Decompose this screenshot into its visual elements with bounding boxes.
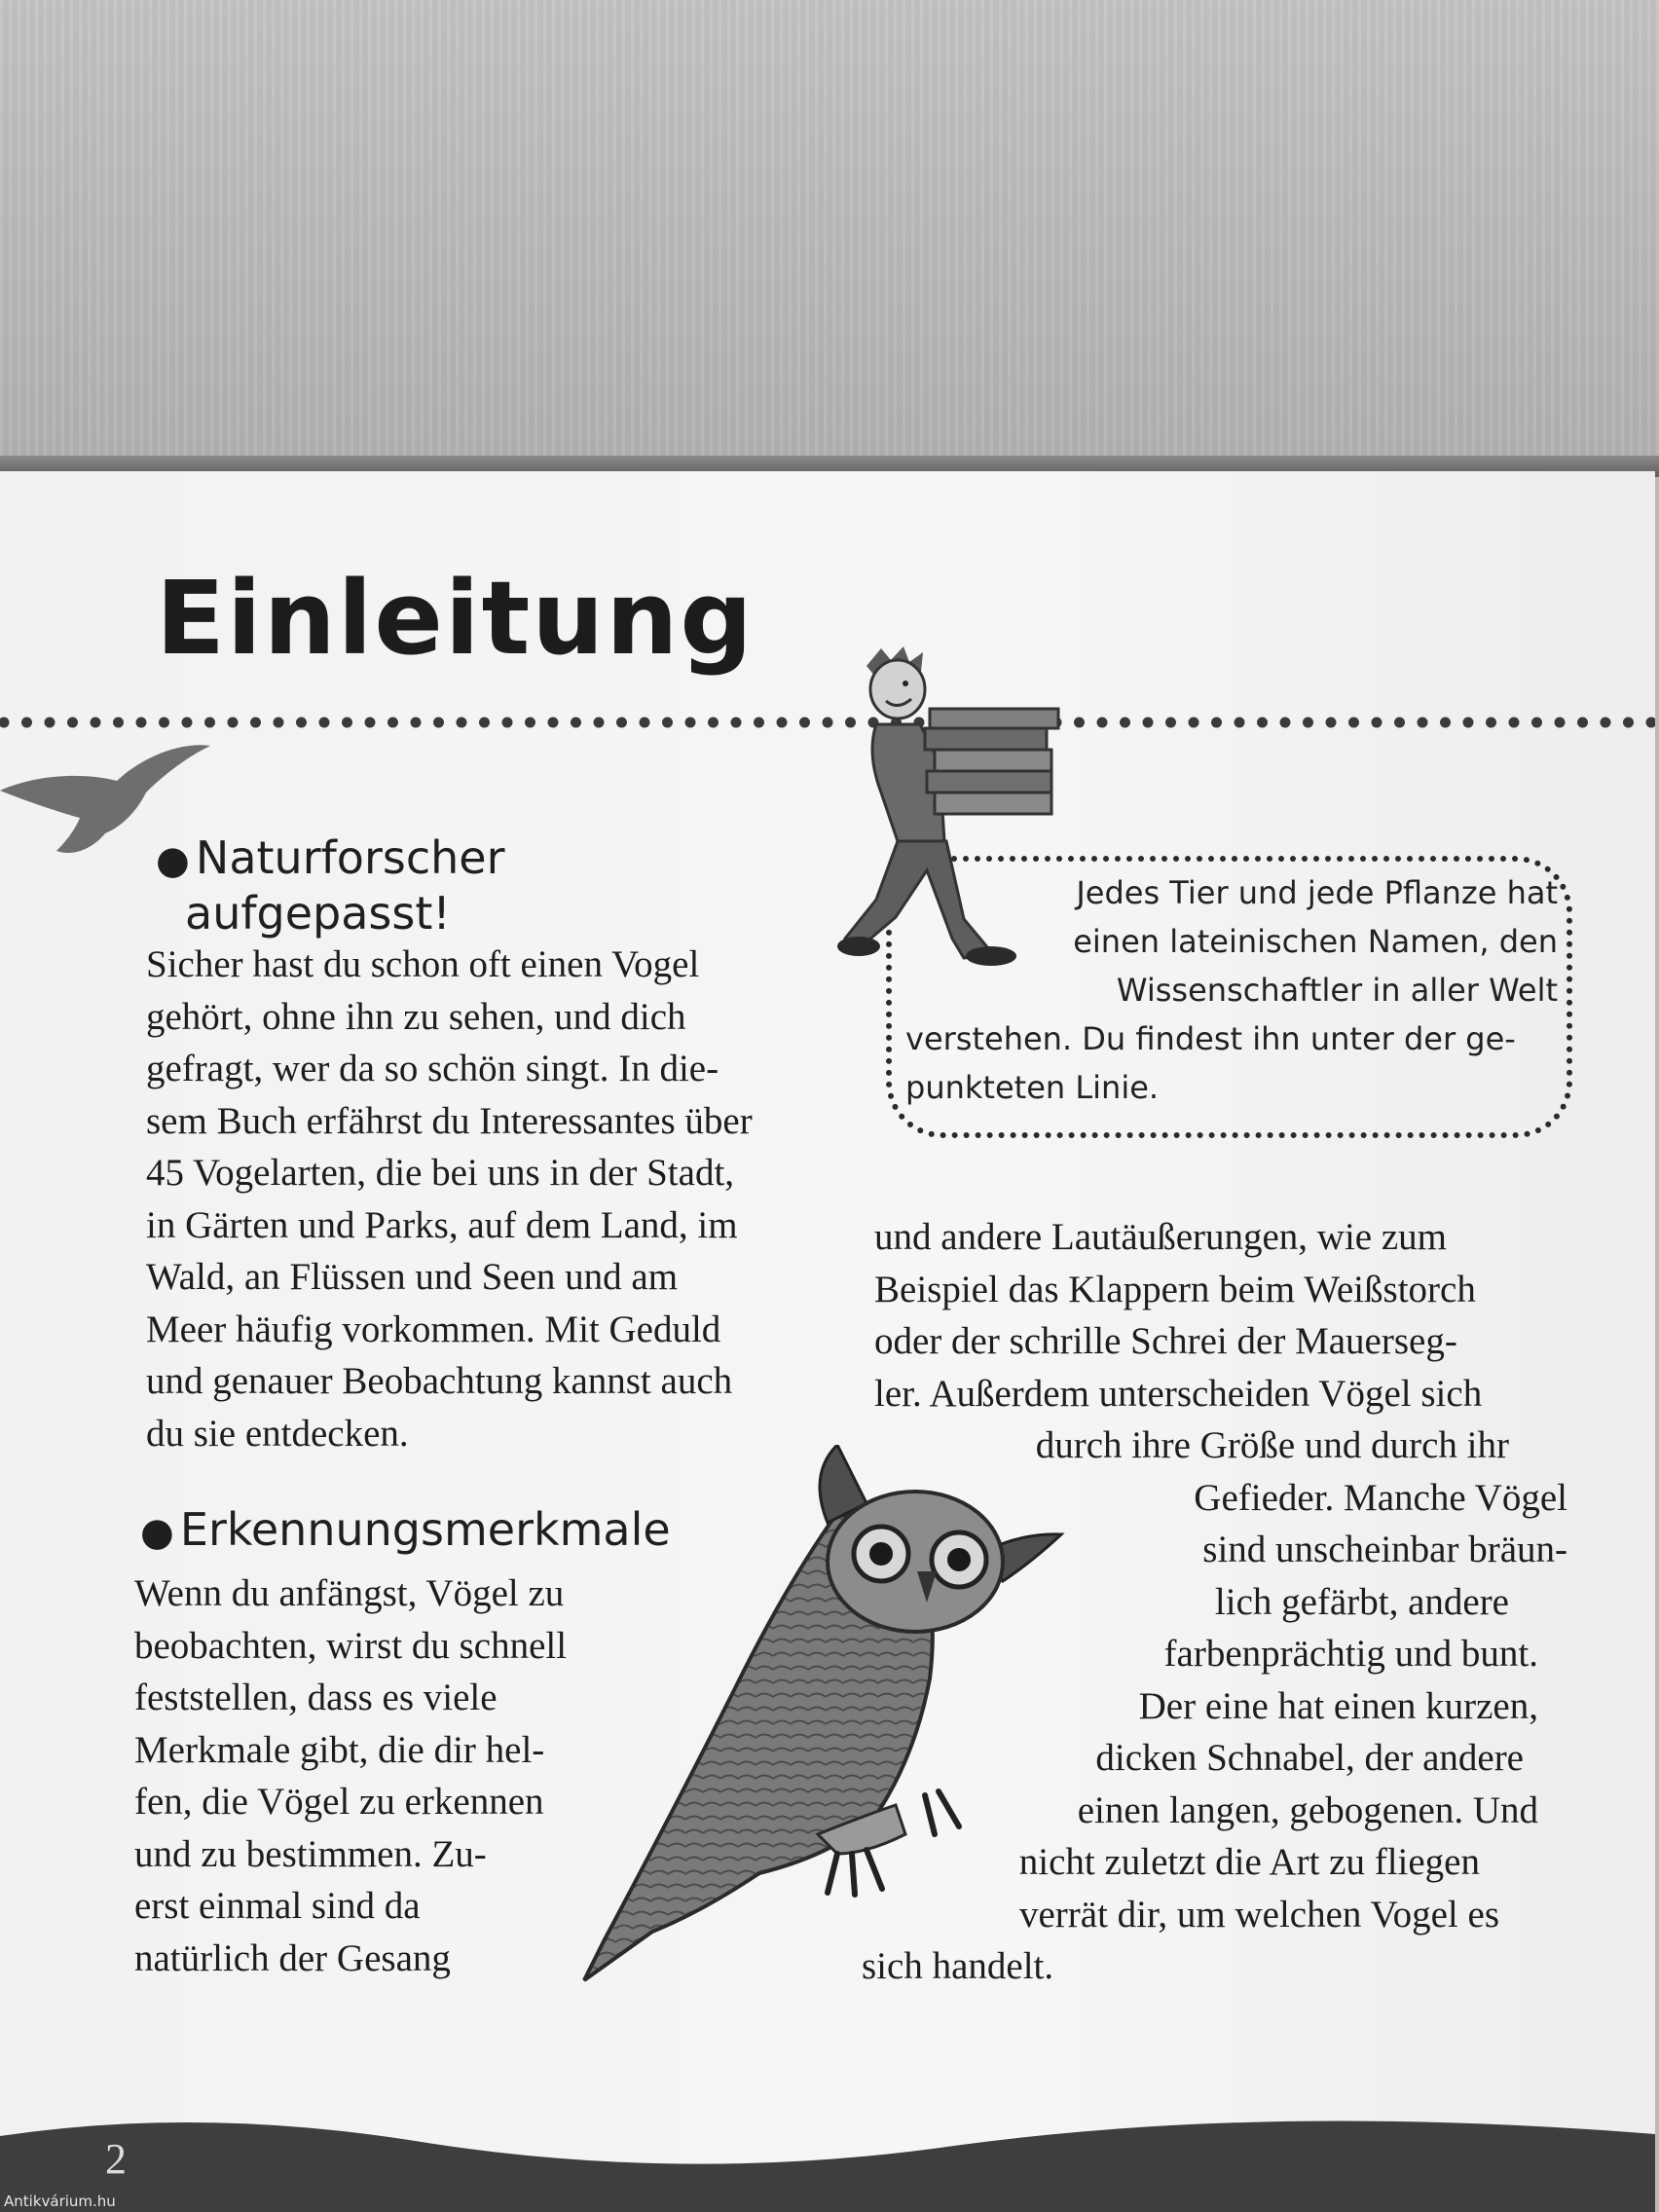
text-line: ler. Außerdem unterscheiden Vögel sich	[874, 1372, 1483, 1415]
heading-line: Erkennungsmerkmale	[179, 1503, 671, 1556]
page-number: 2	[105, 2135, 127, 2183]
hint-line: Wissenschaftler in aller Welt	[1116, 972, 1558, 1009]
text-line: gefragt, wer da so schön singt. In die-	[146, 1048, 719, 1089]
wall-background	[0, 0, 1659, 467]
text-line: fen, die Vögel zu erkennen	[134, 1781, 544, 1823]
text-line: Der eine hat einen kurzen,	[1138, 1684, 1538, 1727]
text-line: und andere Lautäußerungen, wie zum	[874, 1216, 1448, 1258]
text-line: sich handelt.	[862, 1945, 1054, 1987]
section2-left-body	[134, 1567, 567, 1984]
text-line: 45 Vogelarten, die bei uns in der Stadt,	[146, 1152, 735, 1194]
text-line: Meer häufig vorkommen. Mit Geduld	[146, 1308, 721, 1350]
heading-line: aufgepasst!	[185, 887, 451, 940]
owl-illustration	[545, 1445, 1090, 1990]
hint-line: punkteten Linie.	[905, 1069, 1160, 1106]
text-line: einen langen, gebogenen. Und	[1077, 1788, 1538, 1831]
text-line: nicht zuletzt die Art zu fliegen	[1018, 1841, 1480, 1883]
text-line: durch ihre Größe und durch ihr	[1035, 1424, 1509, 1466]
heading-line: Naturforscher	[195, 831, 505, 884]
text-line: feststellen, dass es viele	[134, 1677, 498, 1718]
bullet-icon: ●	[140, 1510, 174, 1555]
page-title: Einleitung	[156, 559, 755, 678]
bottom-wave-decoration	[0, 2107, 1655, 2212]
text-line: gehört, ohne ihn zu sehen, und dich	[146, 995, 686, 1038]
hint-line: Jedes Tier und jede Pflanze hat	[1076, 874, 1558, 911]
hint-line: verstehen. Du findest ihn unter der ge-	[905, 1020, 1516, 1057]
text-line: und zu bestimmen. Zu-	[134, 1832, 487, 1875]
text-line: Merkmale gibt, die dir hel-	[134, 1728, 545, 1771]
text-line: Gefieder. Manche Vögel	[1194, 1476, 1567, 1519]
text-line: Sicher hast du schon oft einen Vogel	[146, 943, 700, 985]
text-line: du sie entdecken.	[146, 1412, 409, 1455]
text-line: natürlich der Gesang	[134, 1936, 451, 1979]
book-page	[0, 471, 1655, 2212]
text-line: oder der schrille Schrei der Mauerseg-	[874, 1320, 1457, 1362]
text-line: dicken Schnabel, der andere	[1095, 1737, 1524, 1779]
dotted-divider	[0, 715, 1655, 730]
text-line: Beispiel das Klappern beim Weißstorch	[874, 1268, 1476, 1310]
section1-body	[146, 939, 753, 1459]
text-line: Wenn du anfängst, Vögel zu	[134, 1572, 565, 1614]
text-line: in Gärten und Parks, auf dem Land, im	[146, 1203, 738, 1246]
text-line: erst einmal sind da	[134, 1885, 421, 1927]
section2-right-top-body	[874, 1211, 1575, 1419]
text-line: lich gefärbt, andere	[1214, 1580, 1509, 1623]
hint-line: einen lateinischen Namen, den	[1073, 923, 1558, 960]
text-line: und genauer Beobachtung kannst auch	[146, 1360, 733, 1402]
text-line: Wald, an Flüssen und Seen und am	[146, 1256, 679, 1298]
text-line: farbenprächtig und bunt.	[1163, 1633, 1538, 1675]
boy-with-books-illustration	[837, 646, 1071, 1007]
text-line: beobachten, wirst du schnell	[134, 1624, 568, 1667]
bullet-icon: ●	[156, 838, 190, 883]
text-line: verrät dir, um welchen Vogel es	[1018, 1893, 1499, 1936]
section-heading-naturforscher	[156, 831, 504, 940]
text-line: sind unscheinbar bräun-	[1202, 1529, 1567, 1570]
text-line: sem Buch erfährst du Interessantes über	[146, 1099, 753, 1142]
watermark: Antikvárium.hu	[4, 2193, 116, 2210]
